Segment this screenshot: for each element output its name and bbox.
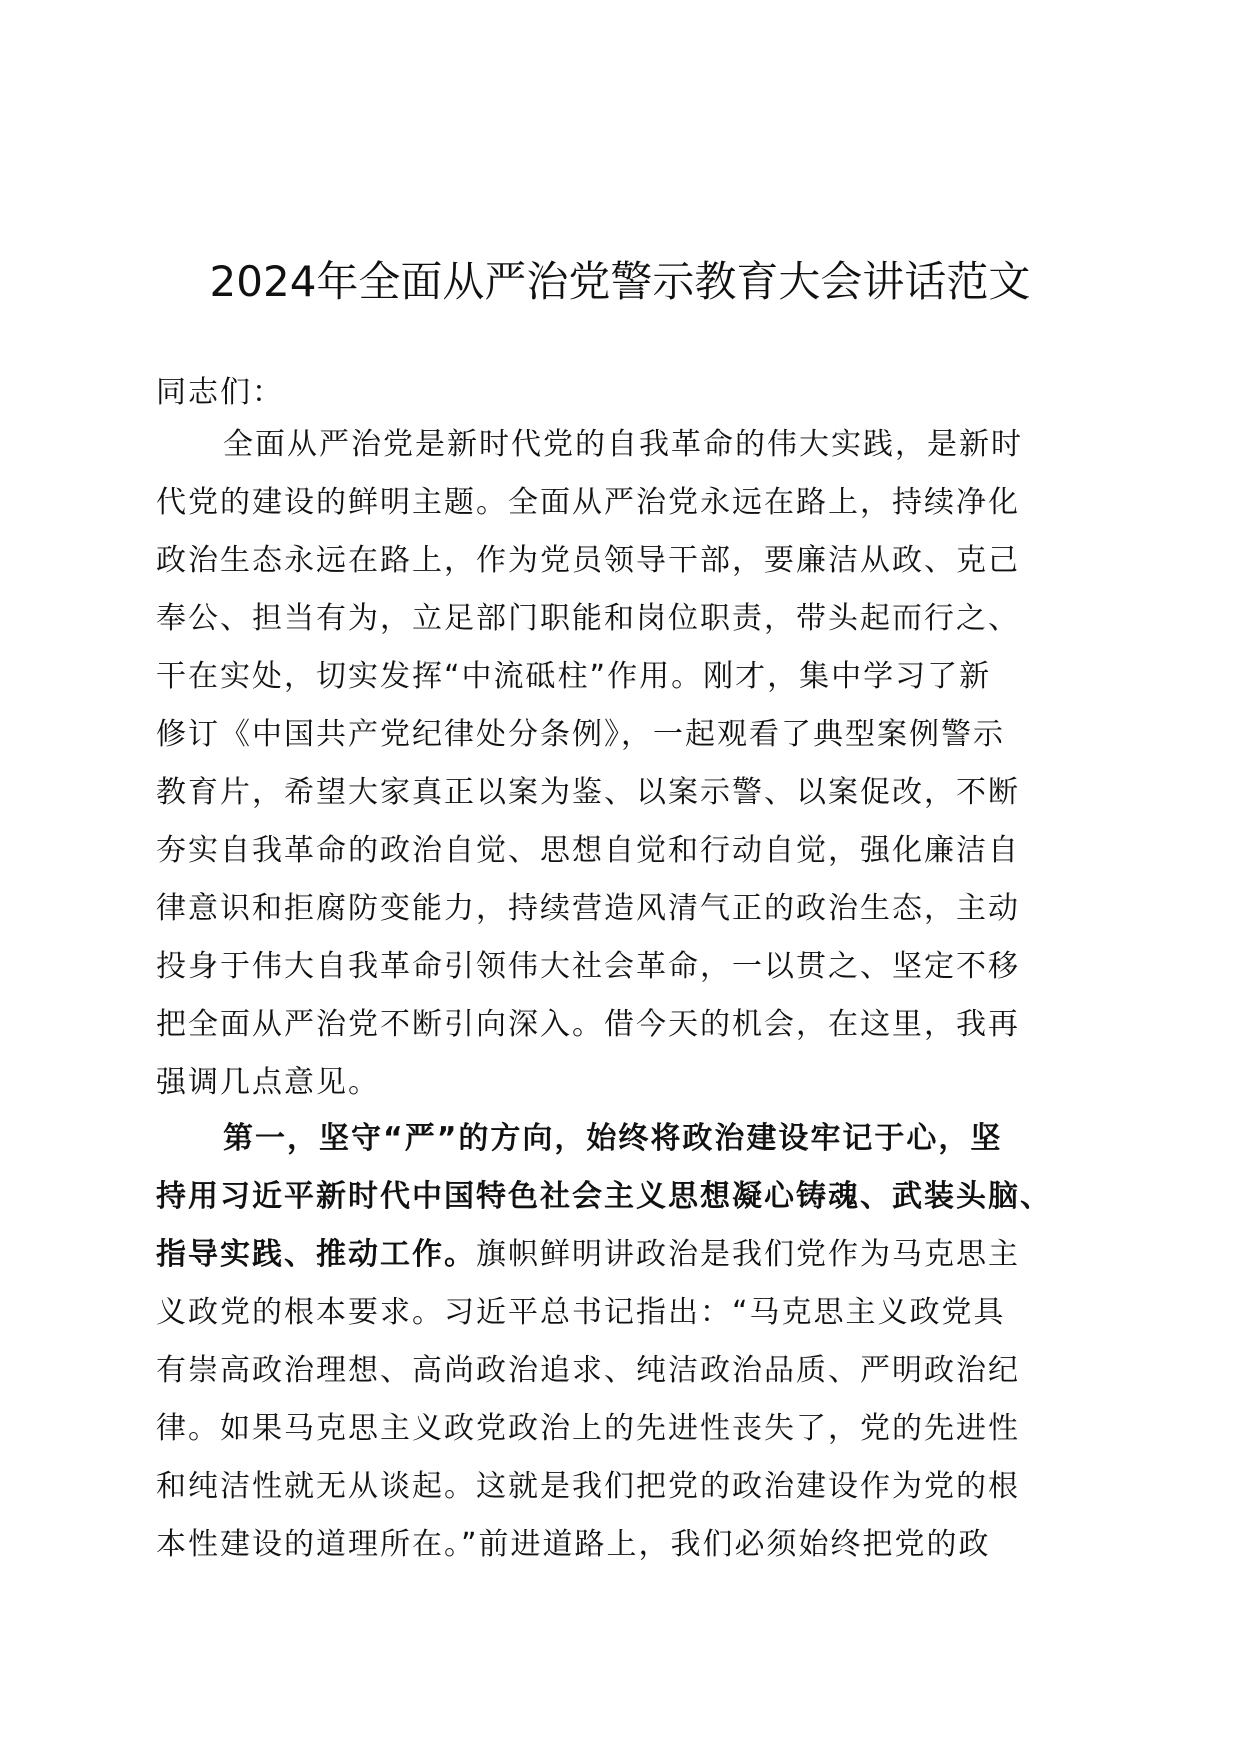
section-heading-line: 第一，坚守“严”的方向，始终将政治建设牢记于心，坚 xyxy=(223,1121,1003,1156)
document-title: 2024年全面从严治党警示教育大会讲话范文 xyxy=(209,257,1031,306)
salutation: 同志们： xyxy=(156,375,284,410)
paragraph-line: 全面从严治党是新时代党的自我革命的伟大实践，是新时 xyxy=(223,427,1023,462)
paragraph-line: 政治生态永远在路上，作为党员领导干部，要廉洁从政、克己 xyxy=(156,543,1020,578)
paragraph-line: 修订《中国共产党纪律处分条例》，一起观看了典型案例警示 xyxy=(156,717,1005,752)
paragraph-line: 和纯洁性就无从谈起。这就是我们把党的政治建设作为党的根 xyxy=(156,1469,1020,1504)
section-heading-end: 指导实践、推动工作。 xyxy=(156,1237,476,1272)
paragraph-line: 干在实处，切实发挥“中流砥柱”作用。刚才，集中学习了新 xyxy=(156,659,992,694)
paragraph-line: 把全面从严治党不断引向深入。借今天的机会，在这里，我再 xyxy=(156,1007,1020,1042)
paragraph-line: 本性建设的道理所在。”前进道路上，我们必须始终把党的政 xyxy=(156,1527,991,1562)
paragraph-line: 代党的建设的鲜明主题。全面从严治党永远在路上，持续净化 xyxy=(156,485,1020,520)
section-heading-line: 持用习近平新时代中国特色社会主义思想凝心铸魂、武装头脑、 xyxy=(156,1179,1052,1214)
paragraph-text: 旗帜鲜明讲政治是我们党作为马克思主 xyxy=(476,1237,1020,1272)
paragraph-2 xyxy=(156,1110,1086,1574)
paragraph-line: 教育片，希望大家真正以案为鉴、以案示警、以案促改，不断 xyxy=(156,775,1020,810)
paragraph-line: 夯实自我革命的政治自觉、思想自觉和行动自觉，强化廉洁自 xyxy=(156,833,1020,868)
paragraph-line: 投身于伟大自我革命引领伟大社会革命，一以贯之、坚定不移 xyxy=(156,949,1020,984)
paragraph-line: 强调几点意见。 xyxy=(156,1065,380,1100)
paragraph-1 xyxy=(156,416,1086,1112)
paragraph-line: 有崇高政治理想、高尚政治追求、纯洁政治品质、严明政治纪 xyxy=(156,1353,1020,1388)
paragraph-line xyxy=(156,1226,1086,1284)
paragraph-line: 义政党的根本要求。习近平总书记指出：“马克思主义政党具 xyxy=(156,1295,1006,1330)
paragraph-line: 律意识和拒腐防变能力，持续营造风清气正的政治生态，主动 xyxy=(156,891,1020,926)
paragraph-line: 律。如果马克思主义政党政治上的先进性丧失了，党的先进性 xyxy=(156,1411,1020,1446)
paragraph-line: 奉公、担当有为，立足部门职能和岗位职责，带头起而行之、 xyxy=(156,601,1020,636)
